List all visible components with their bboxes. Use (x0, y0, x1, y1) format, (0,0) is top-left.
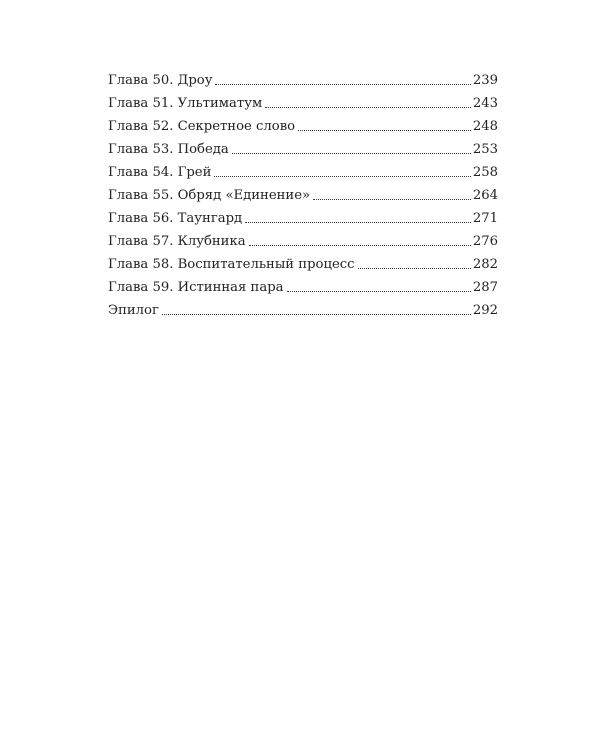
toc-entry-title: Глава 58. Воспитательный процесс (108, 256, 355, 272)
toc-dot-leader (313, 189, 471, 200)
toc-entry-page: 282 (472, 256, 498, 272)
toc-entry-title: Глава 59. Истинная пара (108, 279, 284, 295)
toc-entry (108, 294, 498, 317)
toc-dot-leader (162, 304, 471, 315)
toc-entry-page: 264 (472, 187, 498, 203)
toc-dot-leader (265, 97, 471, 108)
toc-entry (108, 179, 498, 202)
toc-entry (108, 64, 498, 87)
toc-entry-page: 292 (472, 302, 498, 318)
toc-entry-title: Глава 55. Обряд «Единение» (108, 187, 311, 203)
toc-entry-title: Глава 51. Ультиматум (108, 95, 263, 111)
toc-dot-leader (358, 258, 471, 269)
toc-dot-leader (232, 143, 471, 154)
toc-entry (108, 202, 498, 225)
toc-entry-page: 258 (472, 164, 498, 180)
table-of-contents (108, 64, 498, 317)
toc-dot-leader (287, 281, 471, 292)
toc-dot-leader (298, 120, 471, 131)
toc-entry (108, 110, 498, 133)
toc-entry (108, 271, 498, 294)
toc-entry-title: Глава 53. Победа (108, 141, 229, 157)
toc-entry-title: Глава 56. Таунгард (108, 210, 243, 226)
toc-entry-title: Эпилог (108, 302, 159, 318)
toc-entry-page: 287 (472, 279, 498, 295)
toc-entry-title: Глава 54. Грей (108, 164, 212, 180)
toc-entry-title: Глава 57. Клубника (108, 233, 246, 249)
toc-dot-leader (245, 212, 471, 223)
toc-entry-page: 276 (472, 233, 498, 249)
toc-entry (108, 156, 498, 179)
toc-entry (108, 225, 498, 248)
toc-dot-leader (249, 235, 471, 246)
toc-entry (108, 133, 498, 156)
toc-entry-title: Глава 52. Секретное слово (108, 118, 296, 134)
toc-entry-page: 239 (472, 72, 498, 88)
toc-dot-leader (215, 74, 470, 85)
toc-entry-page: 243 (472, 95, 498, 111)
toc-entry-page: 271 (472, 210, 498, 226)
toc-entry (108, 248, 498, 271)
toc-entry-title: Глава 50. Дроу (108, 72, 213, 88)
toc-entry-page: 253 (472, 141, 498, 157)
toc-entry-page: 248 (472, 118, 498, 134)
toc-entry (108, 87, 498, 110)
toc-dot-leader (214, 166, 470, 177)
